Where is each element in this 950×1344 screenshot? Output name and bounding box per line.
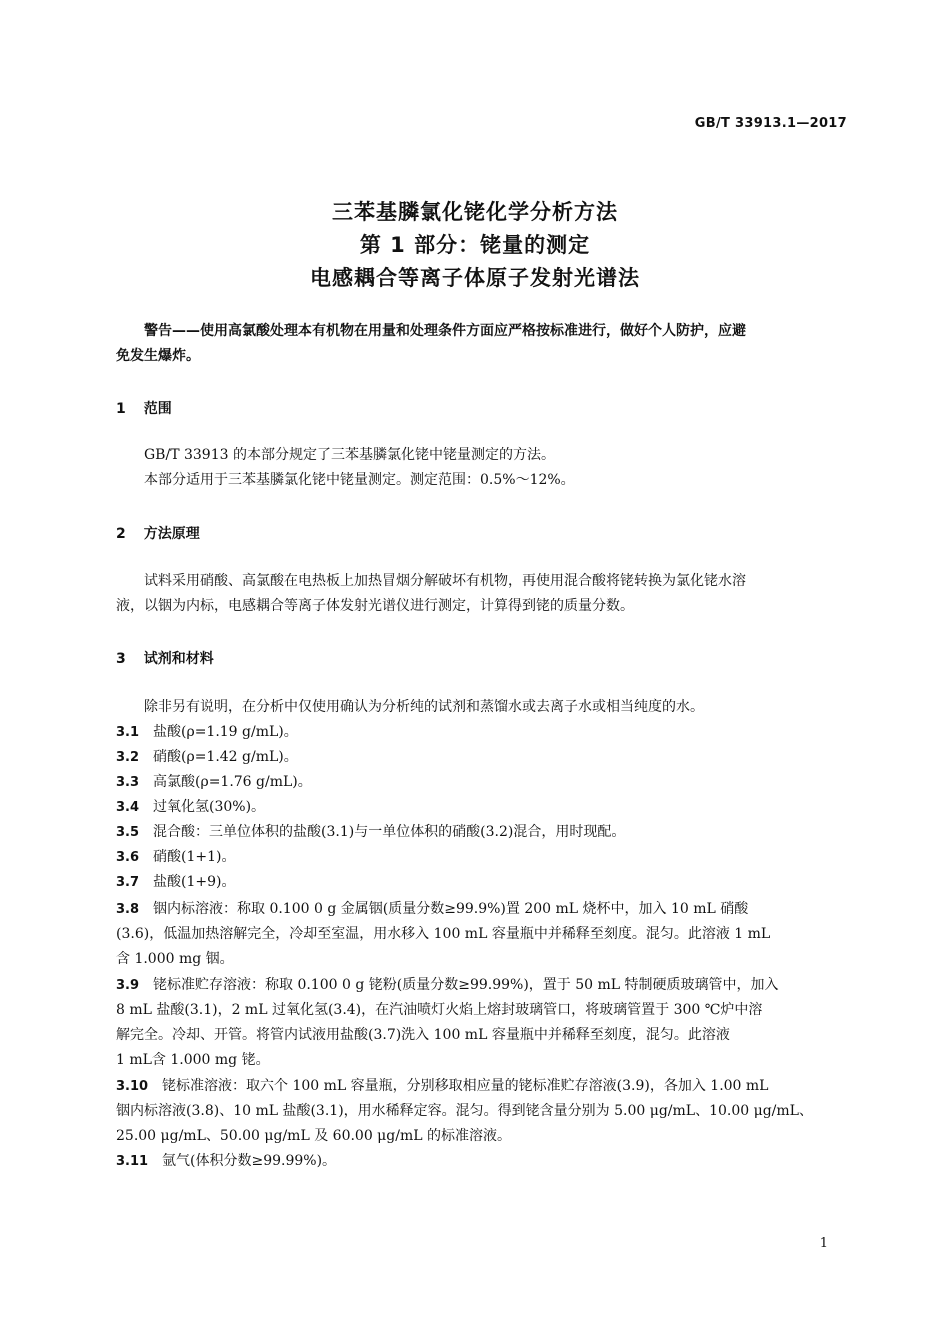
item-text: 硝酸(1+1)。 xyxy=(153,849,236,865)
item-text: 盐酸(ρ=1.19 g/mL)。 xyxy=(153,724,298,740)
section-1-para-2: 本部分适用于三苯基膦氯化铑中铑量测定。测定范围：0.5%～12%。 xyxy=(144,472,575,488)
item-number: 3.8 xyxy=(116,902,140,917)
warning-line2: 免发生爆炸。 xyxy=(116,348,200,364)
item-number: 3.4 xyxy=(116,800,140,815)
list-item-3-11 xyxy=(116,1149,336,1174)
item-text: 硝酸(ρ=1.42 g/mL)。 xyxy=(153,749,298,765)
list-item-3-10-line1 xyxy=(116,1074,768,1099)
item-text: 混合酸：三单位体积的盐酸(3.1)与一单位体积的硝酸(3.2)混合，用时现配。 xyxy=(153,824,626,840)
list-item-3-8-line2: (3.6)，低温加热溶解完全，冷却至室温，用水移入 100 mL 容量瓶中并稀释至刻度。混匀。此溶液 1 mL xyxy=(116,926,771,942)
item-text: 盐酸(1+9)。 xyxy=(153,874,236,890)
section-3-intro: 除非另有说明，在分析中仅使用确认为分析纯的试剂和蒸馏水或去离子水或相当纯度的水。 xyxy=(144,699,704,715)
item-number: 3.6 xyxy=(116,850,140,865)
doc-title-line2: 第 1 部分：铑量的测定 xyxy=(359,233,591,257)
item-text: 氩气(体积分数≥99.99%)。 xyxy=(162,1153,337,1169)
doc-title-line1: 三苯基膦氯化铑化学分析方法 xyxy=(332,200,618,224)
section-1-heading xyxy=(116,398,172,418)
section-number: 1 xyxy=(116,401,126,417)
list-item-3-4 xyxy=(116,795,265,820)
list-item-3-9-line3: 解完全。冷却、开管。将管内试液用盐酸(3.7)洗入 100 mL 容量瓶中并稀释至刻度，混匀。此溶液 xyxy=(116,1027,730,1043)
item-text: 高氯酸(ρ=1.76 g/mL)。 xyxy=(153,774,312,790)
item-number: 3.7 xyxy=(116,875,140,890)
item-number: 3.11 xyxy=(116,1154,149,1169)
list-item-3-5 xyxy=(116,820,625,845)
item-number: 3.10 xyxy=(116,1079,149,1094)
section-1-para-1: GB/T 33913 的本部分规定了三苯基膦氯化铑中铑量测定的方法。 xyxy=(144,447,555,463)
list-item-3-10-line2: 铟内标溶液(3.8)、10 mL 盐酸(3.1)，用水稀释定容。混匀。得到铑含量分别为 5.00 μg/mL、10.00 μg/mL、 xyxy=(116,1103,813,1119)
section-number: 3 xyxy=(116,651,126,667)
section-title: 方法原理 xyxy=(143,526,200,542)
list-item-3-9-line1 xyxy=(116,973,779,998)
item-number: 3.5 xyxy=(116,825,140,840)
item-number: 3.2 xyxy=(116,750,140,765)
item-text: 铑标准贮存溶液：称取 0.100 0 g 铑粉(质量分数≥99.99%)，置于 50 mL 特制硬质玻璃管中，加入 xyxy=(153,977,779,993)
section-2-line2: 液，以铟为内标，电感耦合等离子体发射光谱仪进行测定，计算得到铑的质量分数。 xyxy=(116,598,634,614)
doc-title-line3: 电感耦合等离子体原子发射光谱法 xyxy=(310,266,640,290)
list-item-3-8-line1 xyxy=(116,897,748,922)
list-item-3-1 xyxy=(116,720,298,745)
item-number: 3.9 xyxy=(116,978,140,993)
item-number: 3.3 xyxy=(116,775,140,790)
warning-line1: 警告——使用高氯酸处理本有机物在用量和处理条件方面应严格按标准进行，做好个人防护，应避 xyxy=(144,323,746,339)
section-title: 试剂和材料 xyxy=(143,651,214,667)
page-number: 1 xyxy=(819,1236,828,1251)
list-item-3-6 xyxy=(116,845,235,870)
list-item-3-9-line2: 8 mL 盐酸(3.1)，2 mL 过氧化氢(3.4)，在汽油喷灯火焰上熔封玻璃管口，将玻璃管置于 300 ℃炉中溶 xyxy=(116,1002,763,1018)
list-item-3-8-line3: 含 1.000 mg 铟。 xyxy=(116,951,234,967)
section-2-line1: 试料采用硝酸、高氯酸在电热板上加热冒烟分解破坏有机物，再使用混合酸将铑转换为氯化铑水溶 xyxy=(144,573,746,589)
section-number: 2 xyxy=(116,526,126,542)
section-3-heading xyxy=(116,648,214,668)
section-2-heading xyxy=(116,523,200,543)
item-text: 铟内标溶液：称取 0.100 0 g 金属铟(质量分数≥99.9%)置 200 mL 烧杯中，加入 10 mL 硝酸 xyxy=(153,901,749,917)
list-item-3-2 xyxy=(116,745,298,770)
list-item-3-10-line3: 25.00 μg/mL、50.00 μg/mL 及 60.00 μg/mL 的标准溶液。 xyxy=(116,1128,511,1144)
section-title: 范围 xyxy=(143,401,172,417)
list-item-3-7 xyxy=(116,870,235,895)
list-item-3-9-line4: 1 mL含 1.000 mg 铑。 xyxy=(116,1052,270,1068)
item-number: 3.1 xyxy=(116,725,140,740)
list-item-3-3 xyxy=(116,770,312,795)
standard-number: GB/T 33913.1—2017 xyxy=(694,116,847,131)
item-text: 铑标准溶液：取六个 100 mL 容量瓶，分别移取相应量的铑标准贮存溶液(3.9)，各加入 1.00 mL xyxy=(162,1078,769,1094)
item-text: 过氧化氢(30%)。 xyxy=(153,799,266,815)
